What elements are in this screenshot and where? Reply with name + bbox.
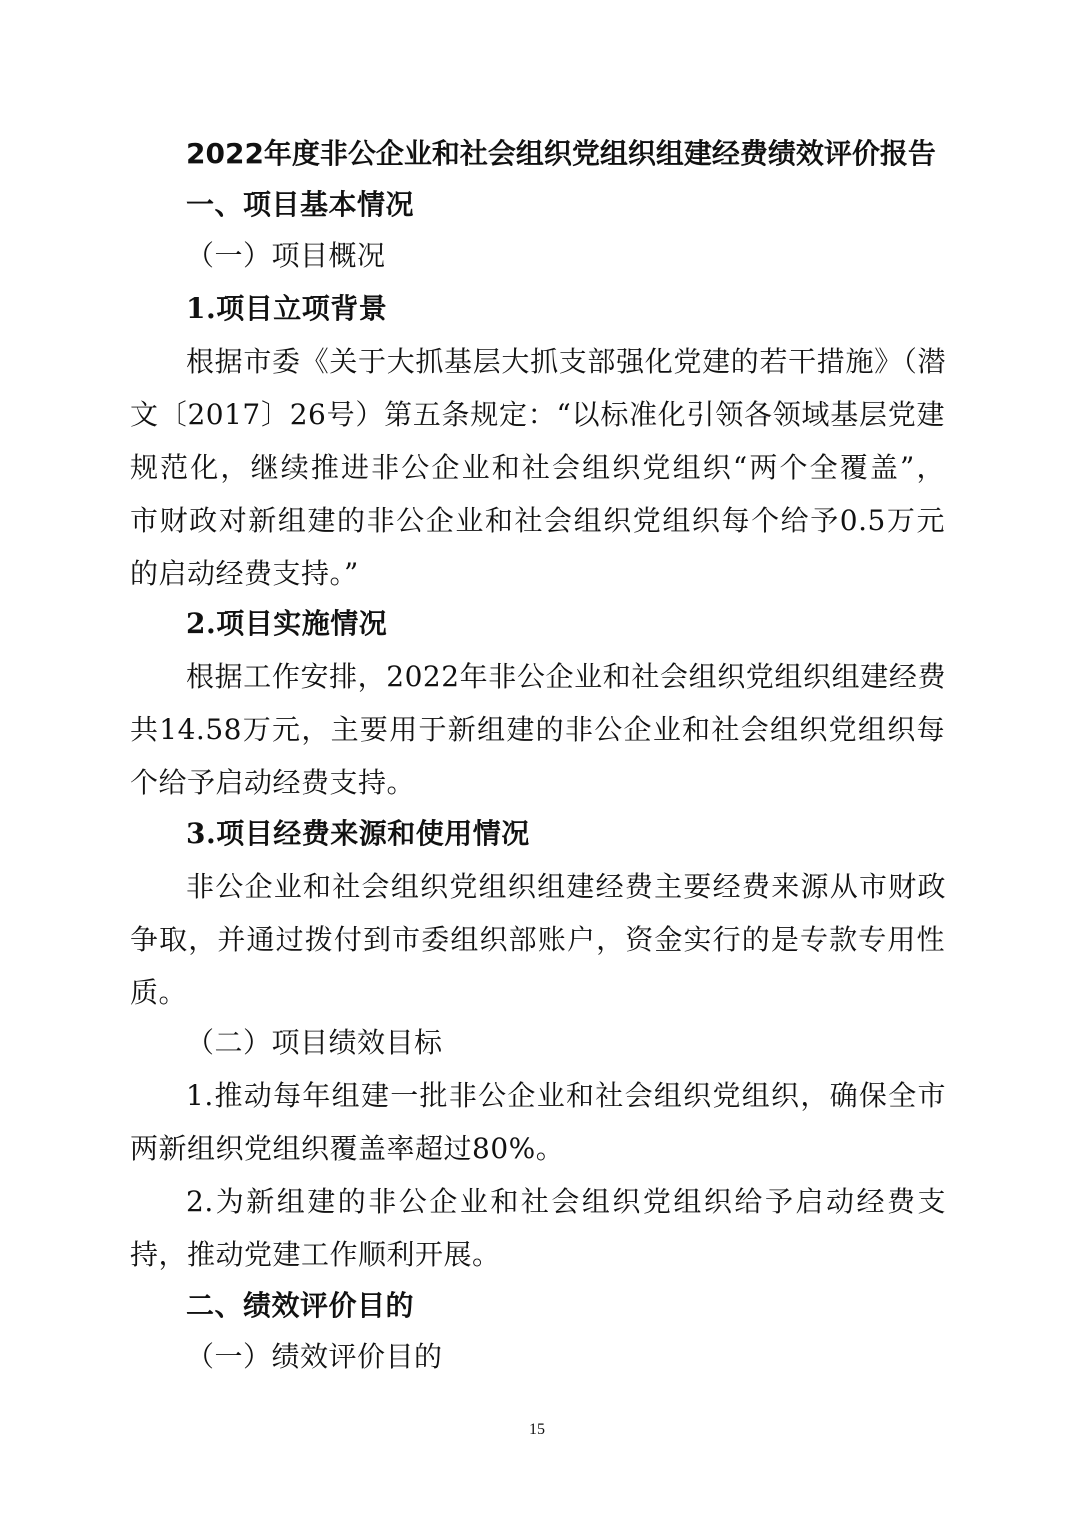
section-heading-2: 二、绩效评价目的 bbox=[186, 1289, 415, 1322]
paragraph-line: 市财政对新组建的非公企业和社会组织党组织每个给予0.5万元 bbox=[130, 504, 945, 537]
paragraph-line: 根据工作安排，2022年非公企业和社会组织党组织组建经费 bbox=[186, 660, 946, 693]
paragraph-line: 两新组织党组织覆盖率超过80%。 bbox=[130, 1132, 565, 1165]
paragraph-line: 的启动经费支持。” bbox=[130, 557, 359, 590]
item-heading-3: 3.项目经费来源和使用情况 bbox=[186, 817, 530, 850]
subsection-heading-1-1: （一）项目概况 bbox=[186, 239, 386, 272]
paragraph-line: 规范化，继续推进非公企业和社会组织党组织“两个全覆盖”， bbox=[130, 451, 945, 484]
paragraph-line: 争取，并通过拨付到市委组织部账户，资金实行的是专款专用性 bbox=[130, 923, 945, 956]
paragraph-line: 持，推动党建工作顺利开展。 bbox=[130, 1238, 501, 1271]
page-number: 15 bbox=[529, 1421, 545, 1438]
paragraph-line: 根据市委《关于大抓基层大抓支部强化党建的若干措施》（潜 bbox=[186, 345, 946, 378]
document-title: 2022年度非公企业和社会组织党组织组建经费绩效评价报告 bbox=[186, 137, 936, 170]
paragraph-line: 文〔2017〕26号）第五条规定：“以标准化引领各领域基层党建 bbox=[130, 398, 945, 431]
item-heading-2: 2.项目实施情况 bbox=[186, 607, 388, 640]
paragraph-line: 非公企业和社会组织党组织组建经费主要经费来源从市财政 bbox=[186, 870, 946, 903]
paragraph-line: 2.为新组建的非公企业和社会组织党组织给予启动经费支 bbox=[186, 1185, 946, 1218]
paragraph-line: 1.推动每年组建一批非公企业和社会组织党组织，确保全市 bbox=[186, 1079, 946, 1112]
subsection-heading-2-1: （一）绩效评价目的 bbox=[186, 1340, 443, 1373]
paragraph-line: 个给予启动经费支持。 bbox=[130, 766, 416, 799]
paragraph-line: 共14.58万元，主要用于新组建的非公企业和社会组织党组织每 bbox=[130, 713, 945, 746]
section-heading-1: 一、项目基本情况 bbox=[186, 188, 415, 221]
subsection-heading-1-2: （二）项目绩效目标 bbox=[186, 1026, 443, 1059]
item-heading-1: 1.项目立项背景 bbox=[186, 292, 388, 325]
paragraph-line: 质。 bbox=[130, 976, 188, 1009]
